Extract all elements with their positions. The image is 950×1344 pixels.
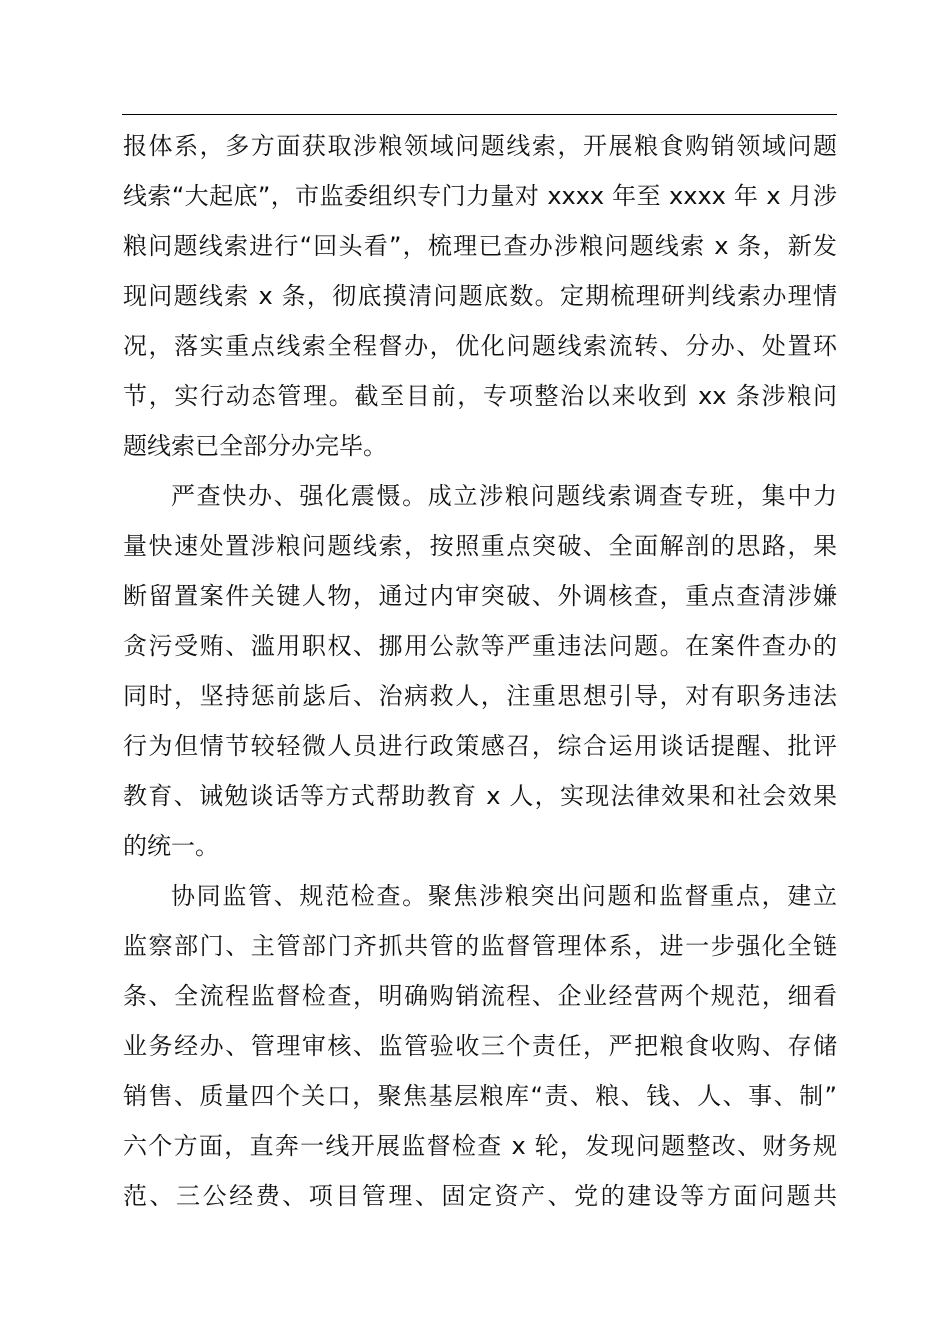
body-text	[123, 121, 837, 1221]
text-line: 量快速处置涉粮问题线索，按照重点突破、全面解剖的思路，果	[123, 532, 837, 560]
text-line: 现问题线索 x 条，彻底摸清问题底数。定期梳理研判线索办理情	[123, 282, 837, 310]
text-line: 题线索已全部分办完毕。	[123, 432, 387, 460]
text-line: 的统一。	[123, 832, 219, 860]
text-line: 线索“大起底”，市监委组织专门力量对 xxxx 年至 xxxx 年 x 月涉	[123, 182, 837, 210]
paragraph-first-line: 严查快办、强化震慑。成立涉粮问题线索调查专班，集中力	[171, 482, 837, 510]
text-line: 教育、诫勉谈话等方式帮助教育 x 人，实现法律效果和社会效果	[123, 782, 837, 810]
text-line: 业务经办、管理审核、监管验收三个责任，严把粮食收购、存储	[123, 1032, 837, 1060]
header-rule	[122, 114, 837, 115]
text-line: 同时，坚持惩前毖后、治病救人，注重思想引导，对有职务违法	[123, 682, 837, 710]
text-line: 销售、质量四个关口，聚焦基层粮库“责、粮、钱、人、事、制”	[123, 1082, 837, 1110]
text-line: 贪污受贿、滥用职权、挪用公款等严重违法问题。在案件查办的	[123, 632, 837, 660]
text-line: 六个方面，直奔一线开展监督检查 x 轮，发现问题整改、财务规	[123, 1132, 837, 1160]
text-line: 行为但情节较轻微人员进行政策感召，综合运用谈话提醒、批评	[123, 732, 837, 760]
text-line: 粮问题线索进行“回头看”，梳理已查办涉粮问题线索 x 条，新发	[123, 232, 837, 260]
text-line: 报体系，多方面获取涉粮领域问题线索，开展粮食购销领域问题	[123, 132, 837, 160]
text-line: 断留置案件关键人物，通过内审突破、外调核查，重点查清涉嫌	[123, 582, 837, 610]
paragraph-first-line: 协同监管、规范检查。聚焦涉粮突出问题和监督重点，建立	[171, 882, 837, 910]
text-line: 况，落实重点线索全程督办，优化问题线索流转、分办、处置环	[123, 332, 837, 360]
text-line: 监察部门、主管部门齐抓共管的监督管理体系，进一步强化全链	[123, 932, 837, 960]
text-line: 范、三公经费、项目管理、固定资产、党的建设等方面问题共	[123, 1182, 837, 1210]
text-line: 节，实行动态管理。截至目前，专项整治以来收到 xx 条涉粮问	[123, 382, 837, 410]
text-line: 条、全流程监督检查，明确购销流程、企业经营两个规范，细看	[123, 982, 837, 1010]
